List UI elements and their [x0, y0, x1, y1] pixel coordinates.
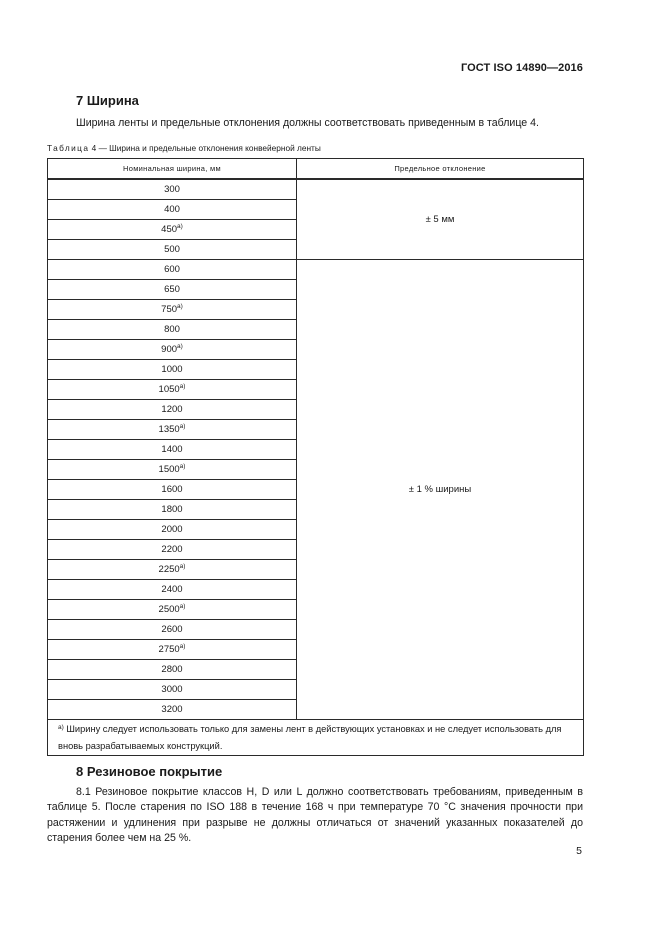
column-header-tolerance: Предельное отклонение: [297, 159, 584, 180]
nominal-width-value: 2000: [161, 524, 183, 535]
nominal-width-value: 1200: [161, 404, 183, 415]
section-8-text: 8.1 Резиновое покрытие классов H, D или L должно соответствовать требованиям, приведенным в таблице 5. После старения по ISO 188 в течение 168 ч при температуре 70 °C значения прочности при растяжении и удлинения при разрыве не должны отличаться от значений указанных показателей до старения более чем на 25 %.: [47, 786, 583, 845]
footnote-ref: a): [177, 343, 183, 350]
section-7-title: 7 Ширина: [76, 93, 139, 108]
section-8-paragraph: [47, 785, 583, 847]
nominal-width-value: 1500: [158, 464, 180, 475]
nominal-width-value: 3000: [161, 684, 183, 695]
nominal-width-value: 1600: [161, 484, 183, 495]
nominal-width-value: 1400: [161, 444, 183, 455]
nominal-width-value: 2400: [161, 584, 183, 595]
nominal-width-cell: [48, 320, 297, 340]
nominal-width-cell: [48, 500, 297, 520]
footnote-ref: a): [179, 603, 186, 610]
nominal-width-cell: [48, 200, 297, 220]
table-caption-text: 4 — Ширина и предельные отклонения конвейерной ленты: [89, 143, 321, 153]
column-header-nominal-width: Номинальная ширина, мм: [48, 159, 297, 180]
nominal-width-cell: [48, 580, 297, 600]
nominal-width-cell: [48, 340, 297, 360]
table-footnote-row: [48, 720, 584, 756]
footnote-ref: a): [179, 383, 186, 390]
nominal-width-value: 2750: [158, 644, 180, 655]
nominal-width-cell: [48, 240, 297, 260]
table-caption-label: Таблица: [47, 143, 90, 153]
tolerance-cell: ± 1 % ширины: [297, 260, 584, 720]
footnote-mark: a): [58, 724, 64, 731]
nominal-width-value: 1050: [158, 384, 180, 395]
tolerance-cell: ± 5 мм: [297, 179, 584, 260]
nominal-width-cell: [48, 540, 297, 560]
nominal-width-cell: [48, 260, 297, 280]
nominal-width-value: 2800: [161, 664, 183, 675]
section-7-paragraph: Ширина ленты и предельные отклонения должны соответствовать приведенным в таблице 4.: [76, 117, 539, 129]
nominal-width-cell: [48, 620, 297, 640]
nominal-width-cell: [48, 280, 297, 300]
nominal-width-value: 300: [164, 184, 180, 195]
table-row: [48, 260, 584, 280]
footnote-ref: a): [179, 423, 186, 430]
nominal-width-cell: [48, 220, 297, 240]
nominal-width-value: 1000: [161, 364, 183, 375]
nominal-width-value: 1800: [161, 504, 183, 515]
table-caption: [47, 143, 321, 153]
nominal-width-cell: [48, 640, 297, 660]
nominal-width-cell: [48, 179, 297, 200]
nominal-width-cell: [48, 300, 297, 320]
nominal-width-cell: [48, 700, 297, 720]
footnote-ref: a): [177, 303, 183, 310]
nominal-width-value: 2200: [161, 544, 183, 555]
page-number: 5: [576, 845, 582, 857]
nominal-width-value: 2500: [158, 604, 180, 615]
nominal-width-cell: [48, 460, 297, 480]
nominal-width-cell: [48, 600, 297, 620]
footnote-ref: a): [179, 563, 186, 570]
nominal-width-cell: [48, 680, 297, 700]
table-footnote: [48, 720, 584, 756]
nominal-width-value: 600: [164, 264, 180, 275]
table-row: [48, 179, 584, 200]
footnote-text: Ширину следует использовать только для замены лент в действующих установках и не следует использовать для вновь разрабатываемых конструкций.: [58, 724, 562, 751]
nominal-width-cell: [48, 480, 297, 500]
document-code: ГОСТ ISO 14890—2016: [460, 62, 583, 74]
nominal-width-value: 750: [161, 304, 178, 315]
nominal-width-cell: [48, 660, 297, 680]
section-8-title: 8 Резиновое покрытие: [76, 764, 223, 779]
table-4: [47, 158, 584, 756]
nominal-width-cell: [48, 560, 297, 580]
nominal-width-value: 400: [164, 204, 180, 215]
footnote-ref: a): [179, 643, 186, 650]
table-body: [48, 179, 584, 756]
nominal-width-value: 1350: [158, 424, 180, 435]
nominal-width-value: 900: [161, 344, 178, 355]
nominal-width-value: 500: [164, 244, 180, 255]
nominal-width-value: 450: [161, 224, 178, 235]
footnote-ref: a): [179, 463, 186, 470]
nominal-width-value: 800: [164, 324, 180, 335]
nominal-width-cell: [48, 520, 297, 540]
nominal-width-value: 650: [164, 284, 180, 295]
nominal-width-cell: [48, 380, 297, 400]
nominal-width-value: 2250: [158, 564, 180, 575]
table-header-row: [48, 159, 584, 180]
nominal-width-cell: [48, 360, 297, 380]
nominal-width-cell: [48, 440, 297, 460]
footnote-ref: a): [177, 223, 183, 230]
nominal-width-cell: [48, 420, 297, 440]
nominal-width-cell: [48, 400, 297, 420]
nominal-width-value: 3200: [161, 704, 183, 715]
nominal-width-value: 2600: [161, 624, 183, 635]
